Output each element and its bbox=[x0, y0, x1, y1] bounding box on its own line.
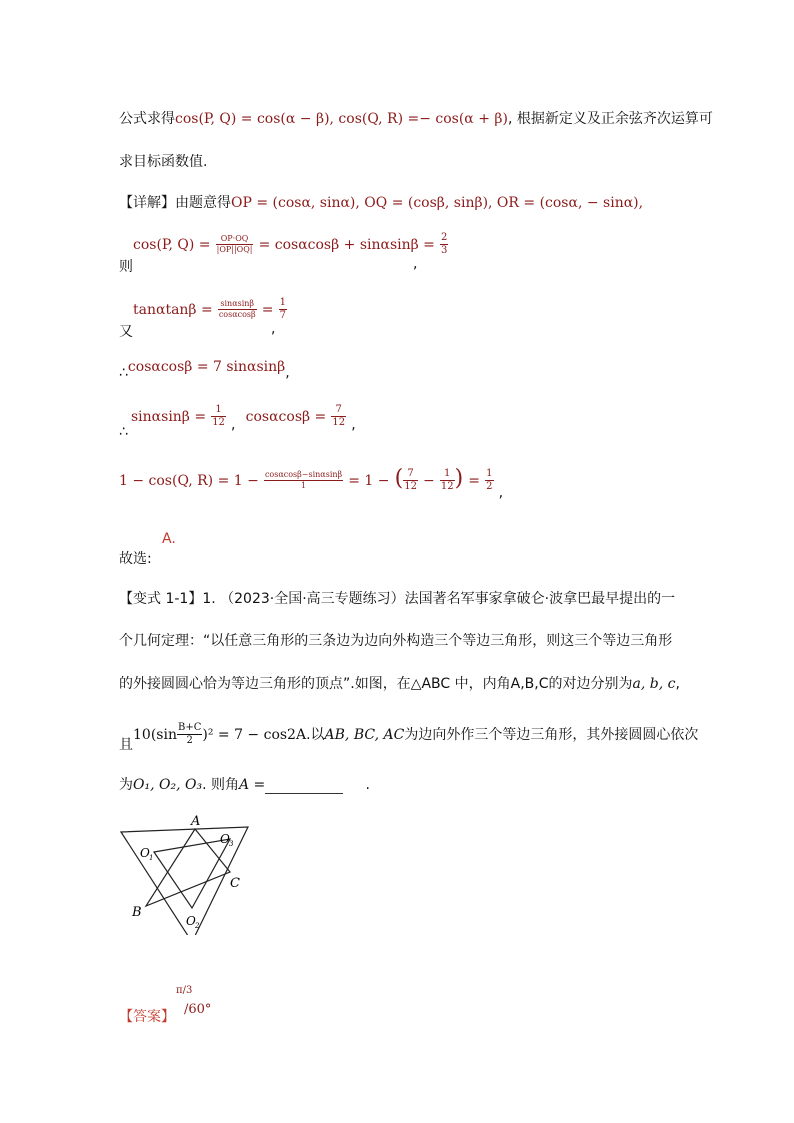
math-formula: OP = (cosα, sinα), OQ = (cosβ, sinβ), OR = (cosα, − sinα), bbox=[231, 195, 644, 211]
label-o1-sub: 1 bbox=[149, 854, 154, 862]
problem-line: 个几何定理：“以任意三角形的三条边为边向外构造三个等边三角形，则这三个等边三角形 bbox=[119, 633, 673, 649]
therefore-symbol: ∴ bbox=[119, 365, 128, 381]
equation-line: tanαtanβ = $\frac{\sin\alpha\sin\beta}{\cos\alpha\cos\beta}$ = $\frac{1}{7}$ bbox=[133, 297, 286, 321]
detail-label: 【详解】由题意得 bbox=[119, 195, 231, 211]
fraction: $\frac{1}{2}$ bbox=[486, 468, 493, 492]
fraction: $\frac{OP\cdot OQ}{|OP||OQ|}$ bbox=[216, 234, 253, 254]
label-b: B bbox=[132, 905, 142, 920]
problem-line: 为O₁, O₂, O₃. 则角A = . bbox=[119, 777, 370, 793]
math-formula: sinαsinβ = bbox=[131, 409, 207, 425]
text-segment: 公式求得 bbox=[119, 111, 175, 127]
choice-label: 故选: bbox=[119, 551, 152, 567]
equation-line: ∴cosαcosβ = 7 sinαsinβ, bbox=[119, 359, 290, 381]
fraction: $\frac{7}{12}$ bbox=[404, 468, 417, 492]
text-prefix: 则 bbox=[119, 259, 133, 275]
problem-line: 且10(sin $\frac{B+C}{2}$ )² = 7 − cos2A.以AB, BC, AC为边向外作三个等边三角形，其外接圆圆心依次 bbox=[119, 722, 699, 753]
punct: , bbox=[271, 321, 276, 337]
label-c: C bbox=[230, 876, 240, 891]
answer-degrees: /60° bbox=[184, 1002, 212, 1017]
fraction: $\frac{1}{12}$ bbox=[212, 404, 225, 428]
math-formula: )² = 7 − cos2A bbox=[202, 727, 307, 743]
label-o3: O bbox=[220, 832, 230, 846]
equation-line: 1 − cos(Q, R) = 1 − $\frac{\cos\alpha\cos\beta-\sin\alpha\sin\beta}{1}$ = 1 − ( $\frac{7}{12}$ − $\frac{1}{12}$ ) = $\frac{1}{2}$ , bbox=[119, 466, 504, 501]
label-o2: O bbox=[186, 914, 196, 928]
napoleon-triangle-figure bbox=[115, 810, 260, 935]
therefore-symbol: ∴ bbox=[119, 424, 128, 440]
math-formula: 10(sin bbox=[133, 727, 177, 743]
fraction: $\frac{B+C}{2}$ bbox=[177, 722, 202, 746]
fraction: $\frac{\sin\alpha\sin\beta}{\cos\alpha\cos\beta}$ bbox=[218, 299, 256, 319]
detail-line bbox=[119, 192, 643, 212]
problem-line: 的外接圆圆心恰为等边三角形的顶点”.如图，在△ABC 中，内角A,B,C的对边分别为a, b, c, bbox=[119, 676, 680, 692]
choice-answer: A. bbox=[162, 531, 176, 547]
fraction: $\frac{1}{12}$ bbox=[440, 468, 454, 492]
math-formula: a, b, c bbox=[632, 676, 676, 692]
label-a: A bbox=[191, 814, 201, 829]
math-formula: cos(P, Q) = cos(α − β), cos(Q, R) =− cos(α + β) bbox=[175, 111, 508, 127]
answer-blank[interactable] bbox=[265, 779, 343, 794]
text-line: 求目标函数值. bbox=[119, 154, 208, 170]
text-prefix: 又 bbox=[119, 324, 133, 340]
punct: , bbox=[413, 256, 418, 272]
math-formula: = cosαcosβ + sinαsinβ = bbox=[258, 237, 435, 253]
text-segment: , 根据新定义及正余弦齐次运算可 bbox=[507, 111, 713, 127]
fraction: $\frac{\cos\alpha\cos\beta-\sin\alpha\sin\beta}{1}$ bbox=[264, 470, 343, 490]
answer-label: 【答案】 bbox=[119, 1009, 175, 1025]
math-formula: cos(P, Q) = bbox=[133, 237, 211, 253]
label-o2-sub: 2 bbox=[195, 922, 200, 930]
equation-line: sinαsinβ = $\frac{1}{12}$ , cosαcosβ = $\frac{7}{12}$ , bbox=[131, 404, 356, 433]
fraction: $\frac{1}{7}$ bbox=[279, 297, 286, 321]
label-o3-sub: 3 bbox=[229, 840, 234, 848]
math-formula: A = bbox=[238, 777, 266, 793]
equation-line bbox=[133, 232, 448, 257]
math-formula: O₁, O₂, O₃ bbox=[133, 777, 203, 793]
math-formula: 1 − cos(Q, R) = 1 − bbox=[119, 473, 259, 489]
math-formula: tanαtanβ = bbox=[133, 302, 213, 318]
text-line bbox=[119, 108, 713, 128]
answer-value: π/3 bbox=[176, 985, 193, 996]
math-formula: AB, BC, AC bbox=[324, 727, 405, 743]
fraction: $\frac{2}{3}$ bbox=[441, 232, 448, 256]
fraction: $\frac{7}{12}$ bbox=[332, 404, 346, 428]
label-o1: O bbox=[140, 846, 150, 860]
math-formula: cosαcosβ = bbox=[245, 409, 327, 425]
problem-line: 【变式 1-1】1. （2023·全国·高三专题练习）法国著名军事家拿破仑·波拿巴最早提出的一 bbox=[119, 591, 676, 607]
math-formula: cosαcosβ = 7 sinαsinβ bbox=[127, 359, 286, 375]
